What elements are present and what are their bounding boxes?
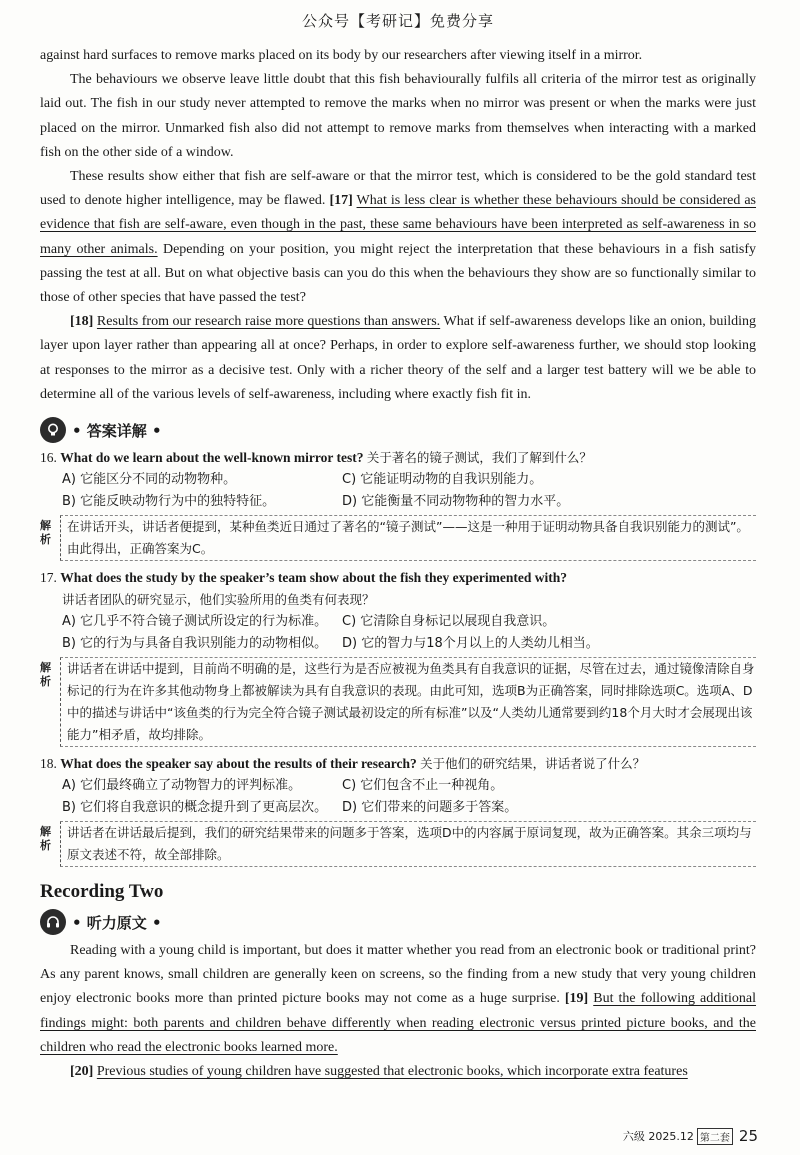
footer-label: 六级 2025.12 (622, 1130, 694, 1143)
lightbulb-icon (40, 417, 66, 443)
page-footer (623, 1127, 758, 1145)
option: D) 它们带来的问题多于答案。 (342, 800, 518, 816)
option: D) 它能衡量不同动物物种的智力水平。 (342, 494, 570, 510)
headphones-icon (40, 909, 66, 935)
explanation-text: 讲话者在讲话最后提到，我们的研究结果带来的问题多于答案，选项D中的内容属于原词复现，故为正确答案。其余三项均与原文表述不符，故全部排除。 (60, 821, 756, 867)
passage-paragraph: [18] Results from our research raise more questions than answers. What if self-awareness develops like an onion, building layer upon layer rather than appearing all at once? Perhaps, in order to explore self-awareness further, we should stop looking at responses to the mirror as a decisive test. Only with a richer theory of the self and a larger test battery will we be able to determine all of the various levels of self-awareness, including where exactly fish fit in. (40, 314, 756, 402)
option: B) 它能反映动物行为中的独特特征。 (62, 494, 276, 510)
question-marker: [20] (70, 1064, 94, 1080)
option: A) 它能区分不同的动物物种。 (62, 472, 237, 488)
listening-section-heading: • 听力原文 • (40, 909, 756, 935)
document-page (40, 0, 756, 1084)
passage-paragraph: Reading with a young child is important, but does it matter whether you read from an electronic book or traditional print? As any parent knows, small children are generally keen on screens, so the finding from a new study that very young children enjoy electronic books more than printed picture books may not come as a huge surprise. [19] But the following additional findings might: both parents and children behave differently when reading electronic versus printed picture books, and the children who read the electronic books learned more. (40, 943, 757, 1055)
passage-paragraph (40, 1060, 756, 1084)
question-block (40, 753, 756, 867)
option: D) 它的智力与18个月以上的人类幼儿相当。 (342, 636, 599, 652)
recording-title: Recording Two (40, 881, 164, 903)
option: C) 它清除自身标记以展现自我意识。 (342, 614, 556, 630)
underlined-sentence: But the following additional findings might: both parents and children behave differently when reading electronic versus printed picture books, and the children who read the electronic books learned more. (40, 991, 757, 1055)
explanation-box (40, 515, 756, 561)
footer-set-box: 第二套 (697, 1128, 733, 1145)
question-stem: 16. What do we learn about the well-known mirror test? 关于著名的镜子测试，我们了解到什么？ (40, 450, 592, 466)
explanation-box (40, 821, 756, 867)
option: B) 它们将自我意识的概念提升到了更高层次。 (62, 800, 328, 816)
passage-paragraph: against hard surfaces to remove marks placed on its body by our researchers after viewing itself in a mirror. (40, 48, 643, 63)
underlined-sentence: Previous studies of young children have suggested that electronic books, which incorporate extra features (96, 1064, 688, 1080)
question-block (40, 447, 756, 561)
explanation-text: 在讲话开头，讲话者便提到，某种鱼类近日通过了著名的“镜子测试”——这是一种用于证明动物具备自我识别能力的测试”。由此得出，正确答案为C。 (60, 515, 756, 561)
option: C) 它们包含不止一种视角。 (342, 778, 504, 794)
option: B) 它的行为与具备自我识别能力的动物相似。 (62, 636, 328, 652)
option: A) 它几乎不符合镜子测试所设定的行为标准。 (62, 614, 328, 630)
explanation-tag: 解析 (40, 519, 51, 547)
explanation-box (40, 657, 756, 747)
question-stem: 17. What does the study by the speaker’s team show about the fish they experimented with? (40, 570, 567, 586)
options (40, 775, 756, 819)
passage-paragraph: The behaviours we observe leave little doubt that this fish behaviourally fulfils all criteria of the mirror test as originally laid out. The fish in our study never attempted to remove the marks when no mirror was present or when the marks were just placed on the mirror. Unmarked fish also did not attempt to remove marks from themselves when interacting with a marked fish on the other side of a window. (40, 72, 756, 160)
page-header: 公众号【考研记】免费分享 (301, 12, 494, 30)
explanation-tag: 解析 (40, 825, 51, 853)
question-stem: 18. What does the speaker say about the results of their research? 关于他们的研究结果，讲话者说了什么？ (40, 756, 646, 772)
page-number: 25 (738, 1127, 758, 1145)
option: A) 它们最终确立了动物智力的评判标准。 (62, 778, 302, 794)
option: C) 它能证明动物的自我识别能力。 (342, 472, 543, 488)
underlined-sentence: Results from our research raise more questions than answers. (96, 314, 441, 330)
question-block (40, 567, 756, 747)
question-stem-cn: 讲话者团队的研究显示，他们实验所用的鱼类有何表现？ (62, 592, 375, 608)
underlined-sentence: What is less clear is whether these behaviours should be considered as evidence that fish are self-aware, even though in the past, these same behaviours have been interpreted as self-awareness in so many other animals. (40, 193, 757, 257)
question-marker: [18] (70, 314, 94, 330)
passage-paragraph: These results show either that fish are self-aware or that the mirror test, which is considered to be the gold standard test used to denote higher intelligence, may be flawed. [17] What is less clear is whether these behaviours should be considered as evidence that fish are self-aware, even though in the past, these same behaviours have been interpreted as self-awareness in so many other animals. Depending on your position, you might reject the interpretation that these behaviours in a fish satisfy passing the test at all. But on what objective basis can you do this when the behaviours they show are so functionally similar to those of other species that have passed the test? (40, 169, 757, 306)
options (40, 469, 756, 513)
answers-section-heading: • 答案详解 • (40, 417, 756, 443)
question-marker: [17] (329, 193, 353, 209)
question-marker: [19] (564, 991, 589, 1007)
explanation-text: 讲话者在讲话中提到，目前尚不明确的是，这些行为是否应被视为鱼类具有自我意识的证据，尽管在过去，通过镜像清除自身标记的行为在许多其他动物身上都被解读为具有自我意识的表现。由此可知，选项B为正确答案，同时排除选项C。选项A、D中的描述与讲话中“该鱼类的行为完全符合镜子测试最初设定的所有标准”以及“人类幼儿通常要到约18个月大时才会展现出该能力”相矛盾，故均排除。 (60, 657, 756, 747)
explanation-tag: 解析 (40, 661, 51, 689)
options (40, 611, 756, 655)
